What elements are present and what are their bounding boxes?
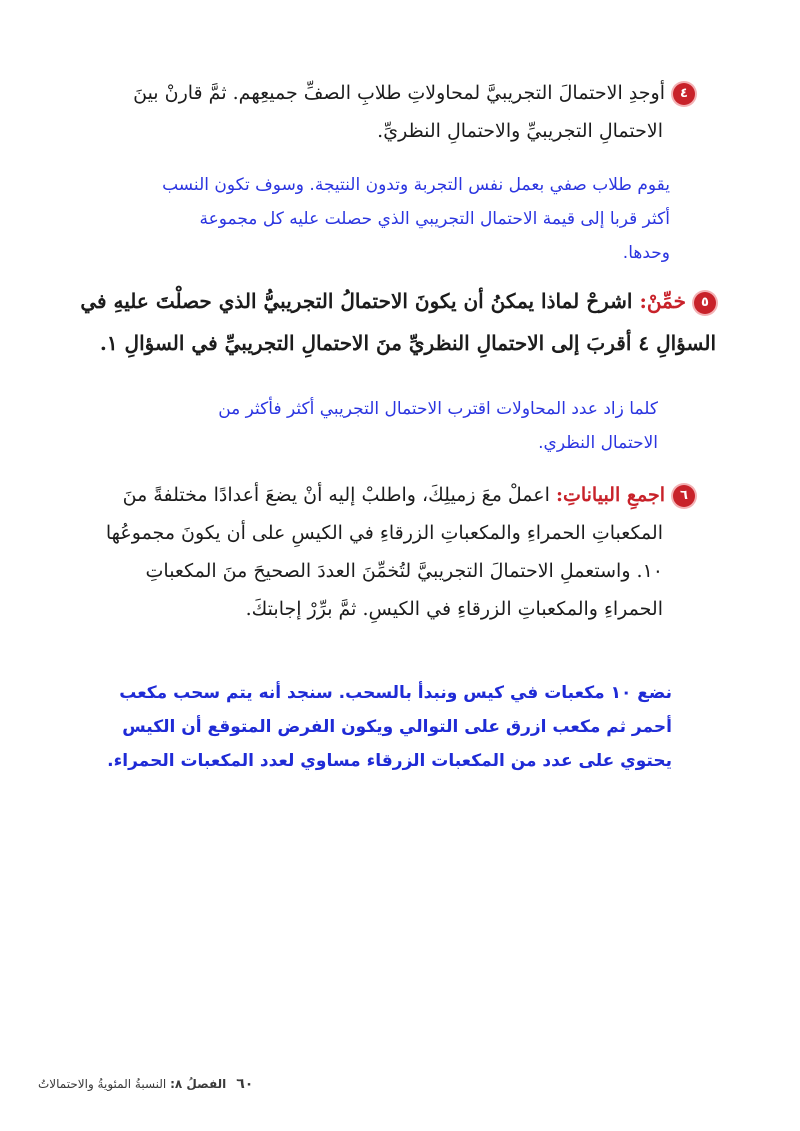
answer-text-line: يقوم طلاب صفي بعمل نفس التجربة وتدون النتيجة. وسوف تكون النسب [162, 175, 670, 195]
question-5 [80, 280, 716, 364]
question-text-line: الحمراءِ والمكعباتِ الزرقاءِ في الكيسِ. ثمَّ برِّرْ إجابتكَ. [245, 598, 663, 620]
chapter-title: النسبةُ المئويةُ والاحتمالاتُ [38, 1077, 167, 1091]
question-4 [133, 74, 695, 150]
question-text-line: أوجدِ الاحتمالَ التجريبيَّ لمحاولاتِ طلابِ الصفِّ جميعِهم. ثمَّ قارنْ بينَ [133, 82, 665, 104]
question-text-line: السؤالِ ٤ أقربَ إلى الاحتمالِ النظريِّ منَ الاحتمالِ التجريبيِّ في السؤالِ ١. [99, 331, 716, 355]
answer-text-line: كلما زاد عدد المحاولات اقترب الاحتمال التجريبي أكثر فأكثر من [218, 399, 658, 419]
answer-4 [162, 168, 670, 270]
answer-5 [218, 392, 658, 460]
question-tag: خمِّنْ: [639, 289, 686, 313]
question-number-badge: ٦ [673, 485, 695, 507]
question-tag: اجمعِ البياناتِ: [555, 484, 665, 506]
answer-6 [107, 676, 672, 778]
chapter-label: الفصلُ ٨: [170, 1077, 227, 1091]
page-footer [38, 1076, 253, 1092]
question-number-badge: ٤ [673, 83, 695, 105]
page-number: ٦٠ [236, 1076, 254, 1092]
answer-text-line: الاحتمال النظري. [538, 433, 658, 453]
answer-text-line: أكثر قربا إلى قيمة الاحتمال التجريبي الذي حصلت عليه كل مجموعة [199, 209, 670, 229]
answer-text-line: وحدها. [622, 243, 670, 263]
question-text-line: المكعباتِ الحمراءِ والمكعباتِ الزرقاءِ في الكيسِ على أن يكونَ مجموعُها [105, 522, 663, 544]
question-text-line: اعملْ معَ زميلِكَ، واطلبْ إليه أنْ يضعَ أعدادًا مختلفةً منَ [122, 484, 550, 506]
question-text-line: ١٠. واستعملِ الاحتمالَ التجريبيَّ لتُخمِّنَ العددَ الصحيحَ منَ المكعباتِ [145, 560, 663, 582]
answer-text-line: أحمر ثم مكعب ازرق على التوالي ويكون الفرض المتوقع أن الكيس [122, 717, 672, 737]
question-number-badge: ٥ [694, 292, 716, 314]
question-text-line: الاحتمالِ التجريبيِّ والاحتمالِ النظريِّ. [377, 120, 663, 142]
question-6 [106, 476, 695, 628]
answer-text-line: نضع ١٠ مكعبات في كيس ونبدأ بالسحب. سنجد أنه يتم سحب مكعب [119, 683, 672, 703]
answer-text-line: يحتوي على عدد من المكعبات الزرقاء مساوي لعدد المكعبات الحمراء. [107, 751, 672, 771]
question-text-line: اشرحْ لماذا يمكنُ أن يكونَ الاحتمالُ التجريبيُّ الذي حصلْتَ عليهِ في [80, 289, 633, 313]
